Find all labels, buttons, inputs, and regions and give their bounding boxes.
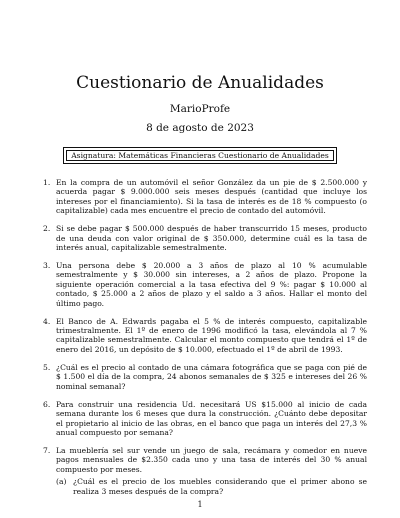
subject-box [63, 147, 337, 164]
question-text: Una persona debe $ 20.000 a 3 años de plazo al 10 % acumulable semestralmente y $ 30.000 sin intereses, a 2 años de plazo. Propone la siguiente operación comercial a la tasa efectiva del 9 %: pagar $ 10.000 al contado, $ 25.000 a 2 años de plazo y el saldo a 3 años. Hallar el monto del último pago. [56, 261, 367, 308]
question-item [41, 363, 367, 391]
question-number: 3. [43, 261, 51, 271]
page-number: 1 [197, 500, 203, 509]
question-list [41, 178, 367, 505]
document-title: Cuestionario de Anualidades [76, 73, 324, 93]
question-number: 5. [43, 362, 51, 372]
question-number: 1. [43, 178, 51, 187]
document-author: MarioProfe [169, 103, 231, 115]
question-number: 2. [43, 224, 51, 234]
question-number: 4. [43, 316, 51, 326]
question-text: El Banco de A. Edwards pagaba el 5 % de interés compuesto, capitalizable trimestralmente. El 1º de enero de 1996 modificó la tasa, elevándola al 7 % capitalizable semestralmente. Calcular el monto compuesto que tendrá el 1º de enero del 2016, un depósito de $ 10.000, efectuado el 1º de abril de 1993. [56, 316, 367, 354]
question-item [41, 178, 367, 216]
question-text: La mueblería sel sur vende un juego de sala, recámara y comedor en nueve pagos mensuales de $2.350 cada uno y una tasa de interés del 30 % anual compuesto por meses. [56, 445, 367, 474]
question-text: En la compra de un automóvil el señor González da un pie de $ 2.500.000 y acuerda pagar $ 9.000.000 seis meses después (cantidad que incluye los intereses por el financiamiento). Si la tasa de interés es de 18 % compuesto (o capitalizable) cada mes encuentre el precio de contado del automóvil. [56, 178, 367, 216]
question-item [41, 446, 367, 496]
question-text: Si se debe pagar $ 500.000 después de haber transcurrido 15 meses, producto de una deuda con valor original de $ 350.000, determine cuál es la tasa de interés anual, capitalizable semestralmente. [56, 224, 367, 253]
subject-label: Asignatura: Matemáticas Financieras Cuestionario de Anualidades [66, 150, 334, 161]
sub-question-text: ¿Cuál es el precio de los muebles considerando que el primer abono se realiza 3 meses después de la compra? [73, 477, 367, 496]
question-number: 7. [43, 445, 51, 455]
question-item [41, 400, 367, 438]
sub-question-label: (a) [56, 477, 67, 487]
sub-question [56, 477, 367, 496]
document-date: 8 de agosto de 2023 [146, 122, 254, 134]
question-item [41, 317, 367, 355]
question-number: 6. [43, 399, 51, 409]
question-item [41, 261, 367, 308]
question-text: Para construir una residencia Ud. necesitará US $15.000 al inicio de cada semana durante los 6 meses que dura la construcción. ¿Cuánto debe depositar el propietario al inicio de las obras, en el banco que paga un interés del 27,3 % anual compuesto por semana? [56, 399, 367, 437]
question-text: ¿Cuál es el precio al contado de una cámara fotográfica que se paga con pié de $ 1.500 el día de la compra, 24 abonos semanales de $ 325 e intereses del 26 % nominal semanal? [56, 362, 367, 391]
question-item [41, 224, 367, 252]
